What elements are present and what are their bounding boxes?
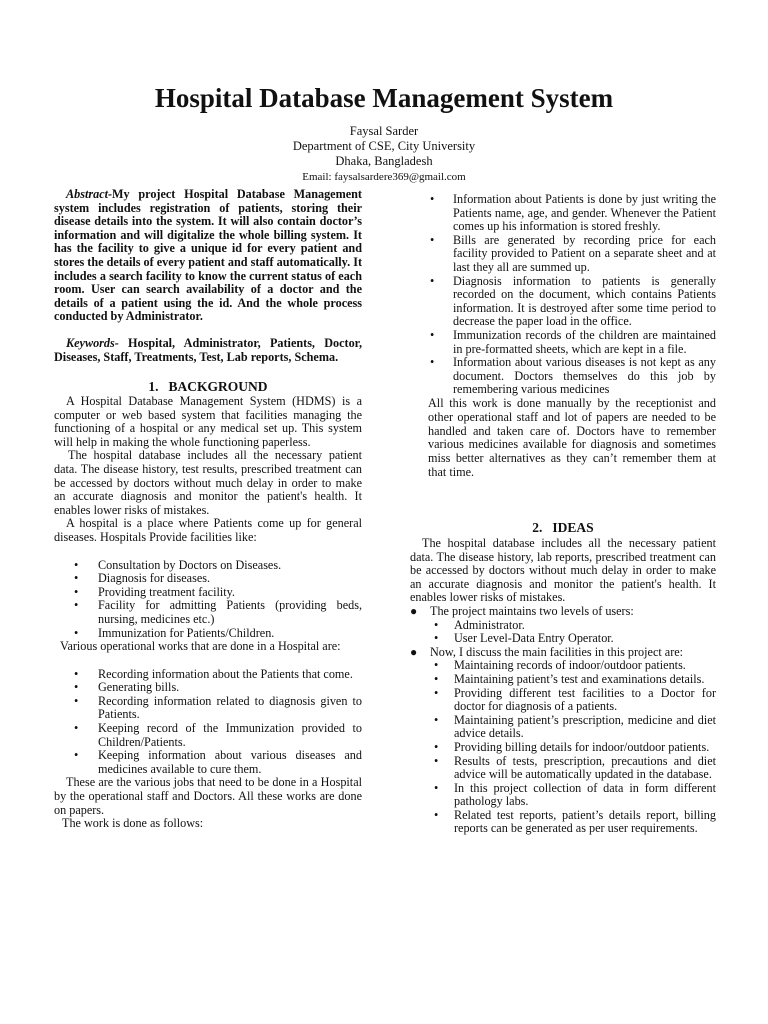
list-item-text: Information about Patients is done by just writing the Patients name, age, and gender. Whenever the Patient comes up his information is stored freshly. (453, 192, 716, 234)
bullet-icon: • (434, 807, 439, 822)
list-item (410, 193, 716, 234)
list-item-text: Maintaining patient’s test and examinations details. (454, 671, 705, 686)
list-item-text: Results of tests, prescription, precautions and diet advice will be automatically updated in the database. (454, 753, 716, 782)
list-item-text: Recording information about the Patients that come. (98, 666, 353, 681)
ideas-main-list (410, 605, 716, 836)
author-name: Faysal Sarder (349, 124, 419, 138)
list-item (410, 329, 716, 356)
bullet-icon: • (430, 327, 435, 342)
keywords-lead: Keywords- (66, 336, 119, 350)
author-email: Email: faysalsardere369@gmail.com (302, 171, 466, 183)
list-item (54, 559, 362, 573)
list-item (54, 572, 362, 586)
background-para-1: A Hospital Database Management System (HDMS) is a computer or web based system that facilities managing the functioning of a hospital or any medical set up. This system will help in making the whole functioning paperless. (54, 394, 362, 449)
list-item (54, 695, 362, 722)
list-item-text: Generating bills. (98, 680, 180, 695)
bullet-icon: • (434, 712, 439, 727)
background-para-3: A hospital is a place where Patients come up for general diseases. Hospitals Provide facilities like: (54, 516, 362, 544)
dot-bullet-icon: ● (410, 603, 418, 618)
list-item-text: Consultation by Doctors on Diseases. (98, 557, 282, 572)
list-item-text: Providing treatment facility. (98, 584, 235, 599)
section-title: IDEAS (552, 520, 594, 535)
list-item-text: User Level-Data Entry Operator. (454, 631, 614, 646)
list-item-text: Related test reports, patient’s details report, billing reports can be generated as per user requirements. (454, 807, 716, 836)
ideas-body (410, 537, 716, 836)
list-item-text: Facility for admitting Patients (providing beds, nursing, medicines etc.) (98, 598, 362, 626)
list-item-text: Administrator. (454, 617, 525, 632)
bullet-icon: • (430, 355, 435, 370)
bullet-icon: • (434, 739, 439, 754)
bullet-icon: • (74, 584, 79, 599)
bullet-icon: • (434, 753, 439, 768)
list-item-text: Providing billing details for indoor/outdoor patients. (454, 739, 710, 754)
list-item (54, 627, 362, 641)
keywords (54, 337, 362, 364)
bullet-icon: • (74, 598, 79, 613)
operations-intro: Various operational works that are done in a Hospital are: (60, 639, 341, 654)
dot-bullet-icon: ● (410, 644, 418, 659)
list-item (410, 605, 716, 646)
operations-list (54, 668, 362, 777)
list-item (430, 714, 716, 741)
bullet-icon: • (74, 748, 79, 763)
abstract (54, 188, 362, 324)
bullet-icon: • (430, 273, 435, 288)
list-item (54, 681, 362, 695)
list-item-text: Diagnosis information to patients is generally recorded on the document, which contains Patients information. It is destroyed after some time period to decrease the paper load in the office. (453, 273, 716, 329)
facilities-list (54, 559, 362, 641)
author-block (0, 124, 768, 184)
bullet-icon: • (430, 232, 435, 247)
bullet-icon: • (434, 780, 439, 795)
list-item-text: Bills are generated by recording price for each facility provided to Patient on a separate sheet and at last they all are summed up. (453, 232, 716, 274)
list-item-text: Recording information related to diagnosis given to Patients. (98, 693, 362, 722)
work-list (410, 193, 716, 397)
bullet-icon: • (434, 631, 439, 646)
list-item (410, 275, 716, 329)
list-item (430, 741, 716, 755)
bullet-icon: • (74, 666, 79, 681)
list-item (430, 659, 716, 673)
list-item (410, 234, 716, 275)
list-item (430, 673, 716, 687)
paper-title: Hospital Database Management System (154, 83, 614, 113)
list-item (54, 599, 362, 626)
list-item-text: Immunization for Patients/Children. (98, 625, 275, 640)
abstract-text: My project Hospital Database Management system includes registration of patients, storing their disease details into the system. It will also contain doctor’s information and will digitalize the whole billing system. It has the facility to give a unique id for every patient and stores the details of every patient and staff automatically. It includes a search facility to know the current status of each room. User can search availability of a doctor and the details of a patient using the id. And the whole process conducted by Administrator. (54, 187, 362, 324)
list-item (410, 356, 716, 397)
background-para-4: These are the various jobs that need to be done in a Hospital by the operational staff and Doctors. All these works are done on papers. (54, 775, 362, 817)
section-title: BACKGROUND (168, 379, 268, 394)
list-item-text: Information about various diseases is not kept as any document. Doctors themselves do this job by remembering various medicines (453, 355, 716, 397)
section-number: 2. (532, 520, 543, 535)
bullet-icon: • (74, 680, 79, 695)
bullet-icon: • (74, 557, 79, 572)
list-item-text: Diagnosis for diseases. (98, 571, 211, 586)
bullet-icon: • (434, 685, 439, 700)
bullet-icon: • (74, 693, 79, 708)
bullet-icon: • (430, 192, 435, 206)
list-item-text: Maintaining records of indoor/outdoor patients. (454, 658, 686, 673)
list-item (430, 809, 716, 836)
bullet-icon: • (74, 571, 79, 586)
list-item (430, 632, 716, 646)
section-number: 1. (148, 379, 159, 394)
list-item-text: Keeping record of the Immunization provided to Children/Patients. (98, 721, 362, 749)
abstract-lead: Abstract- (66, 187, 113, 201)
section-heading-ideas (410, 520, 716, 536)
list-item (54, 722, 362, 749)
list-item-text: Keeping information about various diseases and medicines available to cure them. (98, 748, 362, 776)
user-levels-list (430, 619, 716, 646)
ideas-para-1: The hospital database includes all the necessary patient data. The disease history, lab reports, prescribed treatment can be accessed by doctors without much delay in order to make an accurate diagnosis and monitor the patient's health. It enables lower risks of mistakes. (410, 536, 716, 605)
background-body (54, 395, 362, 831)
list-item (430, 687, 716, 714)
list-item (430, 619, 716, 633)
levels-intro: The project maintains two levels of users: (430, 603, 634, 618)
bullet-icon: • (74, 625, 79, 640)
keywords-text: Hospital, Administrator, Patients, Doctor, Diseases, Staff, Treatments, Test, Lab reports, Schema. (54, 336, 362, 364)
author-department: Department of CSE, City University (292, 139, 476, 153)
project-facilities-list (430, 659, 716, 836)
background-para-5: The work is done as follows: (62, 816, 204, 831)
list-item-text: Immunization records of the children are maintained in pre-formatted sheets, which are kept in a file. (453, 327, 716, 356)
manual-work-para: All this work is done manually by the receptionist and other operational staff and lot of papers are needed to be handled and taken care of. Doctors have to remember various medicines available for diagnosis and sometimes miss better alternatives as they can’t remember them at that time. (428, 395, 716, 479)
list-item (54, 749, 362, 776)
list-item (430, 782, 716, 809)
background-para-2: The hospital database includes all the necessary patient data. The disease history, test results, prescribed treatment can be accessed by doctors without much delay in order to make an accurate diagnosis and monitor the patient's health. It enables lower risks of mistakes. (54, 448, 362, 517)
bullet-icon: • (434, 617, 439, 632)
bullet-icon: • (434, 671, 439, 686)
list-item (410, 646, 716, 836)
bullet-icon: • (434, 658, 439, 673)
list-item-text: Maintaining patient’s prescription, medicine and diet advice details. (454, 712, 716, 741)
list-item (54, 668, 362, 682)
list-item (430, 755, 716, 782)
right-top-block (410, 193, 716, 480)
author-location: Dhaka, Bangladesh (335, 154, 433, 168)
section-heading-background (54, 379, 362, 395)
list-item (54, 586, 362, 600)
list-item-text: Providing different test facilities to a Doctor for doctor for diagnosis of a patients. (454, 685, 716, 714)
bullet-icon: • (74, 721, 79, 736)
list-item-text: In this project collection of data in form different pathology labs. (454, 780, 716, 809)
facilities-intro: Now, I discuss the main facilities in this project are: (430, 644, 684, 659)
